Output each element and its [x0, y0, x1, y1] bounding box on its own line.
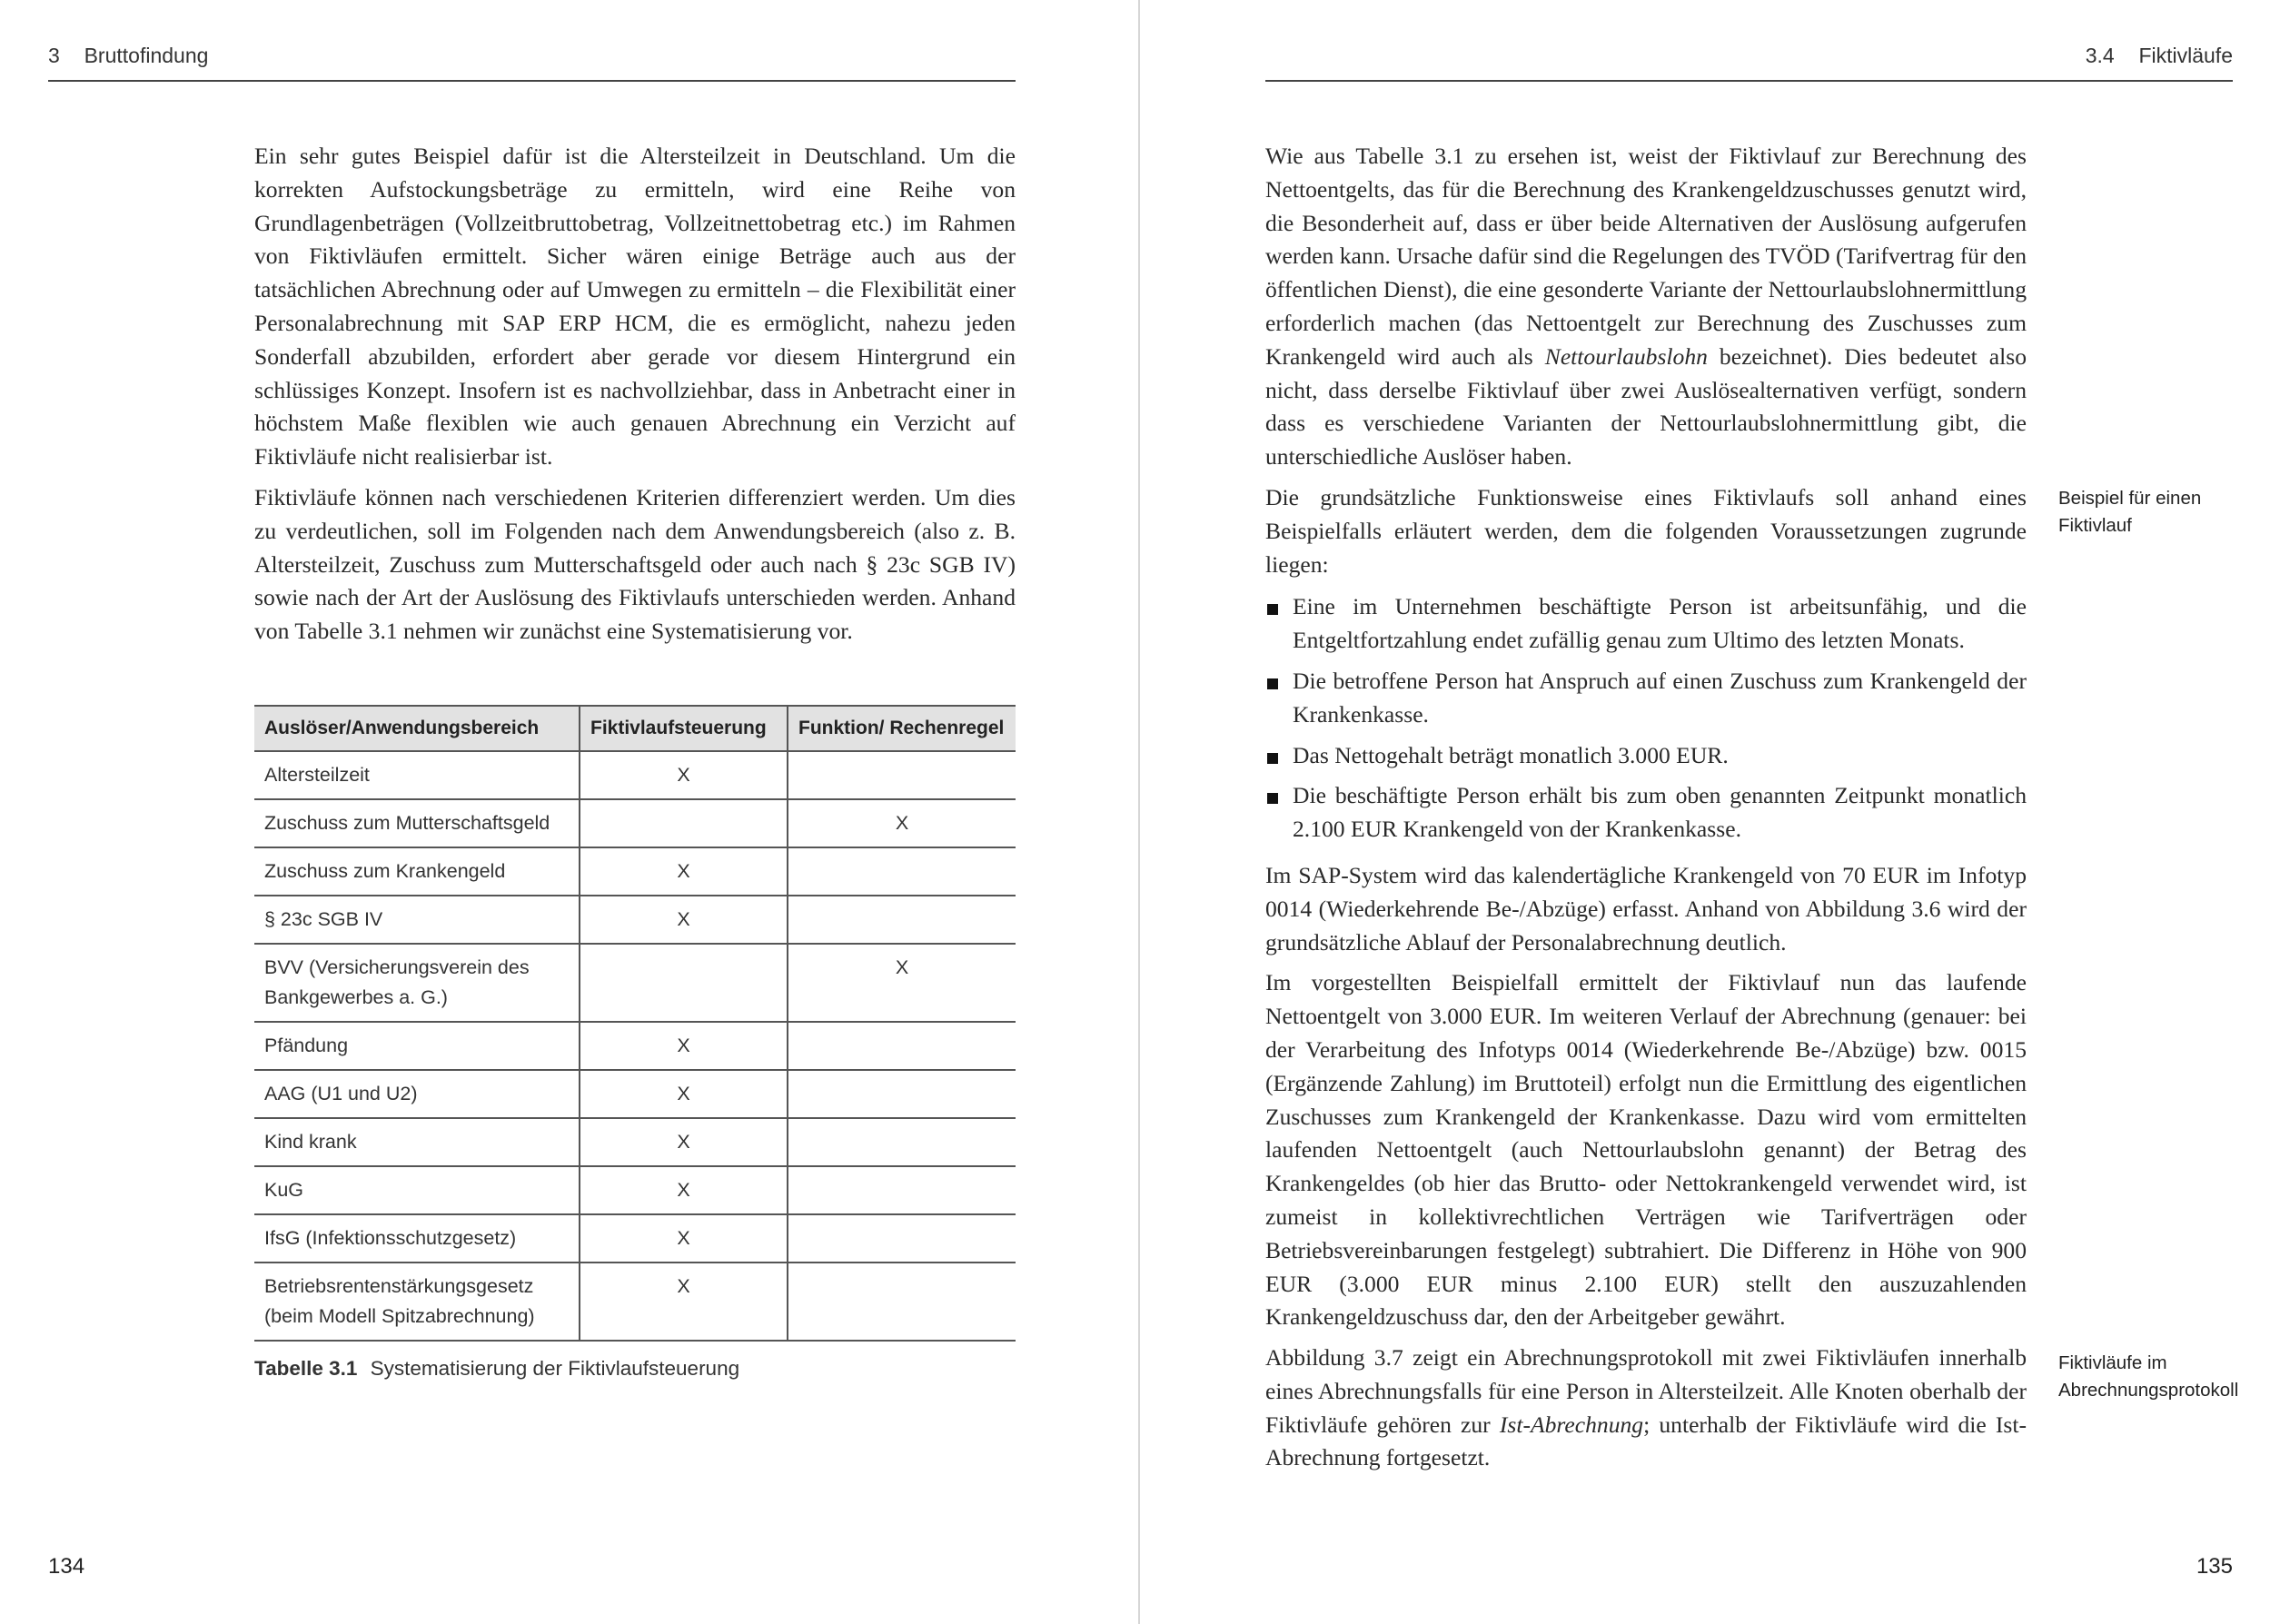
table-row [254, 896, 1016, 944]
table-row [254, 1070, 1016, 1118]
caption-label: Tabelle 3.1 [254, 1357, 358, 1380]
square-bullet-icon [1267, 678, 1278, 689]
funktion-cell: X [788, 944, 1016, 1022]
list-item [1265, 665, 2027, 732]
paragraph: Im vorgestellten Beispielfall ermittelt der Fiktivlauf nun das laufende Nettoentgelt von 3.000 EUR. Im weiteren Verlauf der Abrechnung (genauer: bei der Verarbeitung des Infotyps 0014 (Wiederkehrende Be-/Abzüge) bzw. 0015 (Ergänzende Zahlung) im Bruttoteil) erfolgt nun die Ermittlung des eigentlichen Zuschusses zum Krankengeld der Krankenkasse. Dazu wird vom ermittelten laufenden Nettoentgelt (auch Nettourlaubslohn genannt) der Betrag des Krankengeldes (ob hier das Brutto- oder Nettokrankengeld verwendet wird, ist zumeist in kollektivrechtlichen Verträgen wie Tarifverträgen oder Betriebsvereinbarungen festgelegt) subtrahiert. Die Differenz in Höhe von 900 EUR (3.000 EUR minus 2.100 EUR) stellt den auszuzahlenden Krankengeldzuschuss dar, den der Arbeitgeber gewährt. [1265, 969, 2027, 1331]
row-label: AAG (U1 und U2) [254, 1070, 580, 1118]
table-row [254, 1118, 1016, 1166]
steuerung-cell: X [580, 1263, 788, 1341]
running-header-left [48, 44, 208, 68]
table-row [254, 1166, 1016, 1214]
paragraph-text: bezeichnet). Dies bedeutet also nicht, dass derselbe Fiktivlauf über zwei Auslösealternativen verfügt, sondern dass es verschiedene Varianten der Nettourlaubslohnermittlung gibt, die unterschiedliche Auslöser haben. [1265, 342, 2027, 470]
list-item-text: Die beschäftigte Person erhält bis zum oben genannten Zeitpunkt monatlich 2.100 EUR Krankengeld von der Krankenkasse. [1293, 782, 2027, 843]
page-number-right: 135 [2196, 1554, 2233, 1579]
page-number-left: 134 [48, 1554, 85, 1579]
row-label: Kind krank [254, 1118, 580, 1166]
row-label: IfsG (Infektionsschutzgesetz) [254, 1214, 580, 1263]
left-page [0, 0, 1139, 1624]
paragraph: Im SAP-System wird das kalendertägliche Krankengeld von 70 EUR im Infotyp 0014 (Wiederkehrende Be-/Abzüge) erfasst. Anhand von Abbildung 3.6 wird der grundsätzliche Ablauf der Personalabrechnung deutlich. [1265, 861, 2027, 956]
paragraph [1265, 140, 2027, 474]
row-label: KuG [254, 1166, 580, 1214]
steuerung-cell: X [580, 1022, 788, 1070]
funktion-cell [788, 1118, 1016, 1166]
right-page [1141, 0, 2280, 1624]
square-bullet-icon [1267, 753, 1278, 764]
paragraph-text: ; unterhalb der Fiktivläufe wird die Ist-Abrechnung fortgesetzt. [1265, 1411, 2027, 1471]
column-header: Auslöser/Anwendungsbereich [254, 706, 580, 751]
steuerung-cell: X [580, 896, 788, 944]
steuerung-cell: X [580, 847, 788, 896]
steuerung-cell [580, 799, 788, 847]
italic-term: Ist-Abrechnung [1499, 1411, 1644, 1438]
list-item [1265, 739, 2027, 773]
table-header-row [254, 706, 1016, 751]
list-item-text: Eine im Unternehmen beschäftigte Person ist arbeitsunfähig, und die Entgeltfortzahlung endet zufällig genau zum Ultimo des letzten Monats. [1293, 593, 2027, 654]
square-bullet-icon [1267, 604, 1278, 615]
paragraph: Die grundsätzliche Funktionsweise eines Fiktivlaufs soll anhand eines Beispielfalls erläutert werden, dem die folgenden Voraussetzungen zugrunde liegen: [1265, 483, 2027, 578]
column-header: Fiktivlaufsteuerung [580, 706, 788, 751]
steuerung-cell: X [580, 1118, 788, 1166]
steuerung-cell: X [580, 1214, 788, 1263]
section-number: 3.4 [2085, 44, 2115, 67]
paragraph-text: Wie aus Tabelle 3.1 zu ersehen ist, weist der Fiktivlauf zur Berechnung des Nettoentgelts, das für die Berechnung des Krankengeldzuschusses genutzt wird, die Besonderheit auf, dass er über beide Alternativen der Auslösung aufgerufen werden kann. Ursache dafür sind die Regelungen des TVÖD (Tarifvertrag für den öffentlichen Dienst), die eine gesonderte Variante der Nettourlaubslohnermittlung erforderlich machen (das Nettoentgelt zur Berechnung des Zuschusses zum Krankengeld wird auch als [1265, 143, 2027, 370]
paragraph-text: Abbildung 3.7 zeigt ein Abrechnungsprotokoll mit zwei Fiktivläufen innerhalb eines Abrechnungsfalls für eine Person in Altersteilzeit. Alle Knoten oberhalb der Fiktivläufe gehören zur [1265, 1344, 2027, 1438]
section-title: Fiktivläufe [2138, 44, 2233, 67]
steuerung-cell: X [580, 1166, 788, 1214]
table-row [254, 944, 1016, 1022]
list-item-text: Die betroffene Person hat Anspruch auf einen Zuschuss zum Krankengeld der Krankenkasse. [1293, 667, 2027, 728]
left-body-text [254, 140, 1016, 649]
chapter-number: 3 [48, 44, 60, 67]
square-bullet-icon [1267, 793, 1278, 804]
table-row [254, 799, 1016, 847]
caption-text: Systematisierung der Fiktivlaufsteuerung [370, 1357, 740, 1380]
funktion-cell [788, 1166, 1016, 1214]
funktion-cell [788, 1214, 1016, 1263]
table-caption [254, 1357, 739, 1381]
funktion-cell [788, 896, 1016, 944]
list-item-text: Das Nettogehalt beträgt monatlich 3.000 EUR. [1293, 741, 1729, 768]
table-row [254, 751, 1016, 799]
list-item [1265, 590, 2027, 658]
funktion-cell [788, 1263, 1016, 1341]
table-row [254, 847, 1016, 896]
running-header-right [2086, 44, 2233, 68]
steuerung-cell: X [580, 751, 788, 799]
row-label: BVV (Versicherungsverein des Bankgewerbes a. G.) [254, 944, 580, 1022]
margin-note-beispiel: Beispiel für einen Fiktivlauf [2058, 488, 2202, 536]
paragraph [1265, 1342, 2027, 1475]
bullet-list [1265, 590, 2027, 847]
funktion-cell: X [788, 799, 1016, 847]
fiktivlauf-table [254, 705, 1016, 1342]
row-label: Pfändung [254, 1022, 580, 1070]
column-header: Funktion/ Rechenregel [788, 706, 1016, 751]
header-rule-left [48, 80, 1016, 82]
paragraph: Ein sehr gutes Beispiel dafür ist die Altersteilzeit in Deutschland. Um die korrekten Aufstockungsbeträge zu ermitteln, wird eine Reihe von Grundlagenbeträgen (Vollzeitbruttobetrag, Vollzeitnettobetrag etc.) im Rahmen von Fiktivläufen ermittelt. Sicher wären einige Beträge auch aus der tatsächlichen Abrechnung oder auf Umwegen zu ermitteln – die Flexibilität einer Personalabrechnung mit SAP ERP HCM, die es ermöglicht, nahezu jeden Sonderfall abzubilden, erfordert aber gerade vor diesem Hintergrund ein schlüssiges Konzept. Insofern ist es nachvollziehbar, dass in Anbetracht einer in höchstem Maße flexiblen wie auch genauen Abrechnung ein Verzicht auf Fiktivläufe nicht realisierbar ist. [254, 143, 1016, 470]
steuerung-cell: X [580, 1070, 788, 1118]
row-label: Zuschuss zum Mutterschaftsgeld [254, 799, 580, 847]
table-row [254, 1022, 1016, 1070]
right-body-text [1265, 140, 2027, 1475]
row-label: Betriebsrentenstärkungsgesetz (beim Modell Spitzabrechnung) [254, 1263, 580, 1341]
header-rule-right [1265, 80, 2233, 82]
paragraph: Fiktivläufe können nach verschiedenen Kriterien differenziert werden. Um dies zu verdeutlichen, soll im Folgenden nach dem Anwendungsbereich (also z. B. Altersteilzeit, Zuschuss zum Mutterschaftsgeld oder auch nach § 23c SGB IV) sowie nach der Art der Auslösung des Fiktivlaufs unterschieden werden. Anhand von Tabelle 3.1 nehmen wir zunächst eine Systematisierung vor. [254, 483, 1016, 645]
margin-note-protokoll: Fiktivläufe im Abrechnungsprotokoll [2058, 1352, 2239, 1401]
funktion-cell [788, 847, 1016, 896]
steuerung-cell [580, 944, 788, 1022]
funktion-cell [788, 1022, 1016, 1070]
funktion-cell [788, 751, 1016, 799]
table-row [254, 1214, 1016, 1263]
row-label: Zuschuss zum Krankengeld [254, 847, 580, 896]
table-row [254, 1263, 1016, 1341]
chapter-title: Bruttofindung [84, 44, 209, 67]
list-item [1265, 779, 2027, 847]
funktion-cell [788, 1070, 1016, 1118]
italic-term: Nettourlaubslohn [1544, 342, 1708, 370]
page-gutter [1138, 0, 1140, 1624]
row-label: Altersteilzeit [254, 751, 580, 799]
row-label: § 23c SGB IV [254, 896, 580, 944]
